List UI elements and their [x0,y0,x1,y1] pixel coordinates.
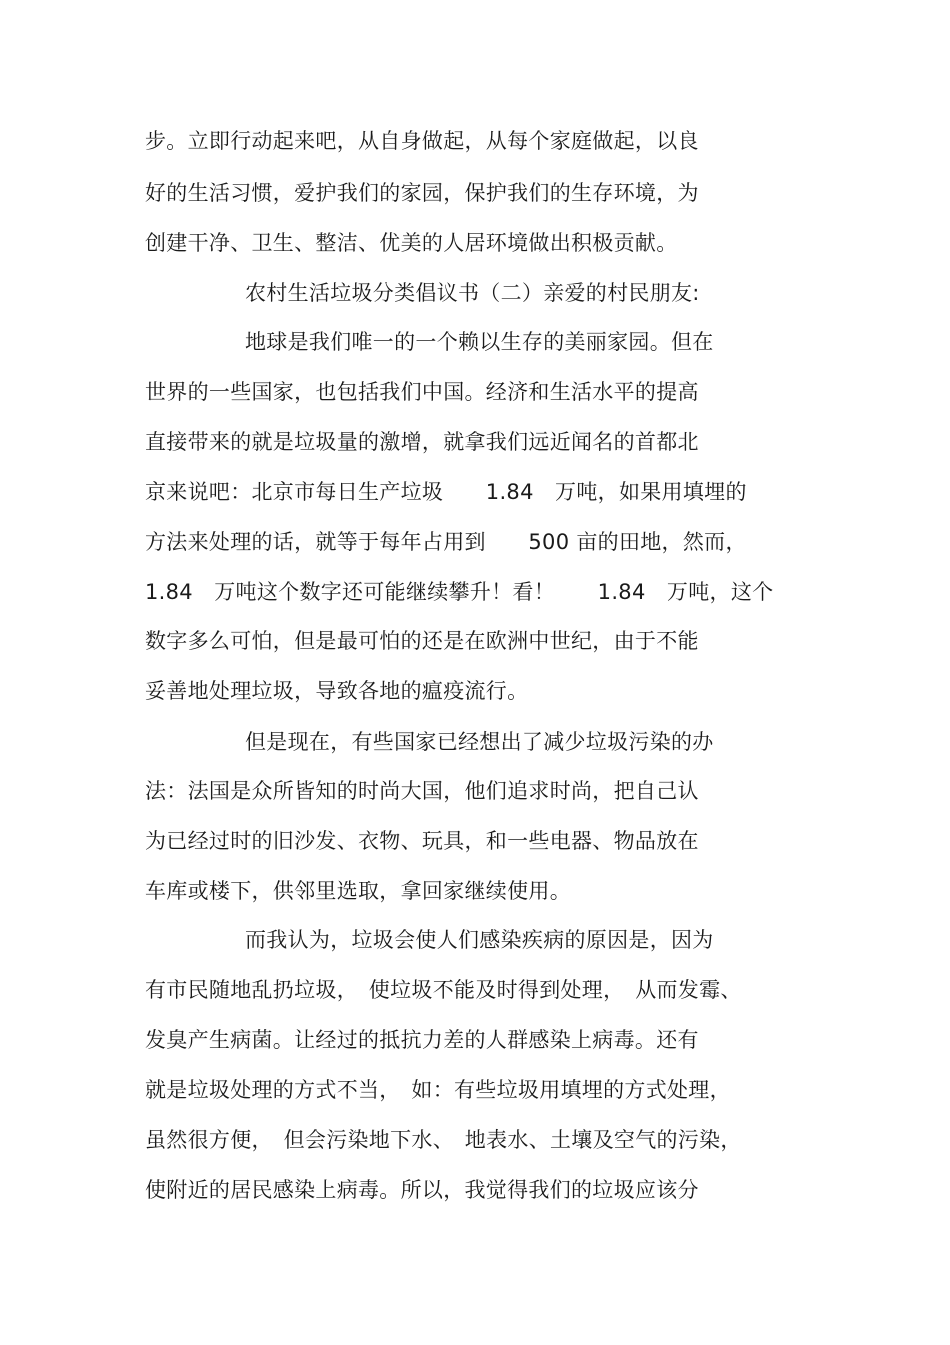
text-line: 数字多么可怕，但是最可怕的还是在欧洲中世纪，由于不能 [145,629,699,653]
paragraph-first-line: 地球是我们唯一的一个赖以生存的美丽家园。但在 [245,330,714,354]
text-line: 虽然很方便， 但会污染地下水、 地表水、土壤及空气的污染， [145,1128,742,1152]
text-line: 1.84 万吨这个数字还可能继续攀升！看！ 1.84 万吨，这个 [145,580,774,604]
text-line: 创建干净、卫生、整洁、优美的人居环境做出积极贡献。 [145,231,678,255]
text-line: 步。立即行动起来吧，从自身做起，从每个家庭做起，以良 [145,129,699,153]
text-line: 世界的一些国家，也包括我们中国。经济和生活水平的提高 [145,380,699,404]
text-line: 有市民随地乱扔垃圾， 使垃圾不能及时得到处理， 从而发霉、 [145,978,742,1002]
text-line: 车库或楼下，供邻里选取，拿回家继续使用。 [145,879,571,903]
paragraph-first-line: 而我认为，垃圾会使人们感染疾病的原因是，因为 [245,928,714,952]
text-line: 使附近的居民感染上病毒。所以，我觉得我们的垃圾应该分 [145,1178,699,1202]
text-line: 妥善地处理垃圾，导致各地的瘟疫流行。 [145,679,529,703]
text-line: 好的生活习惯，爱护我们的家园，保护我们的生存环境，为 [145,181,699,205]
text-line: 发臭产生病菌。让经过的抵抗力差的人群感染上病毒。还有 [145,1028,699,1052]
text-line: 法：法国是众所皆知的时尚大国，他们追求时尚，把自己认 [145,779,699,803]
text-line: 方法来处理的话，就等于每年占用到 500 亩的田地，然而， [145,530,747,554]
section-heading: 农村生活垃圾分类倡议书（二）亲爱的村民朋友: [245,281,700,305]
paragraph-first-line: 但是现在，有些国家已经想出了减少垃圾污染的办 [245,730,714,754]
text-line: 直接带来的就是垃圾量的激增，就拿我们远近闻名的首都北 [145,430,699,454]
text-line: 为已经过时的旧沙发、衣物、玩具，和一些电器、物品放在 [145,829,699,853]
text-line: 就是垃圾处理的方式不当， 如：有些垃圾用填埋的方式处理， [145,1078,731,1102]
text-line: 京来说吧：北京市每日生产垃圾 1.84 万吨，如果用填埋的 [145,480,747,504]
